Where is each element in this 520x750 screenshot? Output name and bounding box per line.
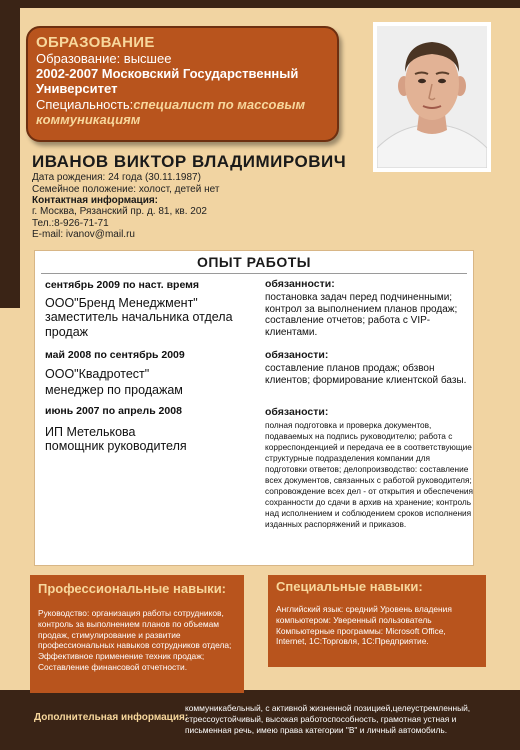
divider <box>41 273 467 274</box>
special-skills-title: Специальные навыки: <box>276 579 423 594</box>
education-university: 2002-2007 Московский Государственный Университет <box>36 66 299 96</box>
email: E-mail: ivanov@mail.ru <box>32 229 135 240</box>
job-role: заместитель начальника отдела продаж <box>45 310 233 339</box>
birth-date: Дата рождения: 24 года (30.11.1987) <box>32 172 201 183</box>
specialty-label: Специальность: <box>36 97 134 112</box>
special-skills-section <box>268 575 486 667</box>
job-period: сентябрь 2009 по наст. время <box>45 279 200 291</box>
additional-info-label: Дополнительная информация: <box>34 712 189 723</box>
profile-photo <box>377 26 487 168</box>
professional-skills-title: Профессиональные навыки: <box>38 581 227 596</box>
contact-info <box>32 206 207 241</box>
duties-heading: обязаности: <box>265 406 329 418</box>
job-period: июнь 2007 по апрель 2008 <box>45 405 182 417</box>
contact-heading: Контактная информация: <box>32 195 159 206</box>
profile-photo-frame <box>373 22 491 172</box>
family-status: Семейное положение: холост, детей нет <box>32 183 220 195</box>
candidate-name: ИВАНОВ ВИКТОР ВЛАДИМИРОВИЧ <box>32 152 347 171</box>
work-experience-title: ОПЫТ РАБОТЫ <box>196 254 312 270</box>
personal-info <box>32 172 219 195</box>
job-company: ООО"Квадротест" <box>45 367 150 381</box>
education-section <box>26 26 339 142</box>
special-skills-text: Английский язык: средний Уровень владения компьютером: Уверенный пользователь Компьютерные программы: Microsoft Office, Internet, 1С:Торговля, 1С:Предприятие. <box>276 604 452 647</box>
professional-skills-text: Руководство: организация работы сотрудников, контроль за выполнением планов по объемам продаж, стимулирование и развитие профессиональных навыков сотрудников отдела; Эффективное применение техник продаж; Составление финансовой отчетности. <box>38 608 232 672</box>
specialty-value: специалист по массовым коммуникациям <box>36 97 306 127</box>
job-period: май 2008 по сентябрь 2009 <box>45 349 185 361</box>
job-role: менеджер по продажам <box>45 383 183 397</box>
job-duties: полная подготовка и проверка документов, подаваемых на подпись руководителю; работа с корреспонденцией и передача ее в соответствующие структурные подразделения компании для подготовки ответов; делопроизводство: составление всех документов, связанных с работой руководителя; сопровождение всех дел - от открытия и обеспечения сохранности до сдачи в архив на хранение; контроль над исполнением и соблюдением сроков исполнения изданных распоряжений и приказов. <box>265 420 473 529</box>
job-duties: составление планов продаж; обзвон клиентов; формирование клиентской базы. <box>265 363 467 386</box>
education-level: Образование: высшее <box>36 51 172 66</box>
duties-heading: обязанности: <box>265 278 335 290</box>
address: г. Москва, Рязанский пр. д. 81, кв. 202 <box>32 206 207 217</box>
phone: Тел.:8-926-71-71 <box>32 217 109 229</box>
work-experience-section <box>34 250 474 566</box>
job-company: ИП Метелькова <box>45 425 136 439</box>
professional-skills-section <box>30 575 244 693</box>
job-company: ООО"Бренд Менеджмент" <box>45 296 198 310</box>
left-border-band <box>0 8 20 308</box>
top-border-band <box>0 0 520 8</box>
duties-heading: обязаности: <box>265 349 329 361</box>
job-duties: постановка задач перед подчиненными; контрол за выполнением планов продаж; составление отчетов; работа с VIP-клиентами. <box>265 292 458 338</box>
job-role: помощник руководителя <box>45 439 187 453</box>
education-title: ОБРАЗОВАНИЕ <box>36 34 155 51</box>
education-specialty <box>36 97 329 127</box>
additional-info-text: коммуникабельный, с активной жизненной позицией,целеустремленный, стрессоустойчивый, высокая работоспособность, грамотная устная и письменная речь, имею права категории "В" и личный автомобиль. <box>185 703 471 735</box>
